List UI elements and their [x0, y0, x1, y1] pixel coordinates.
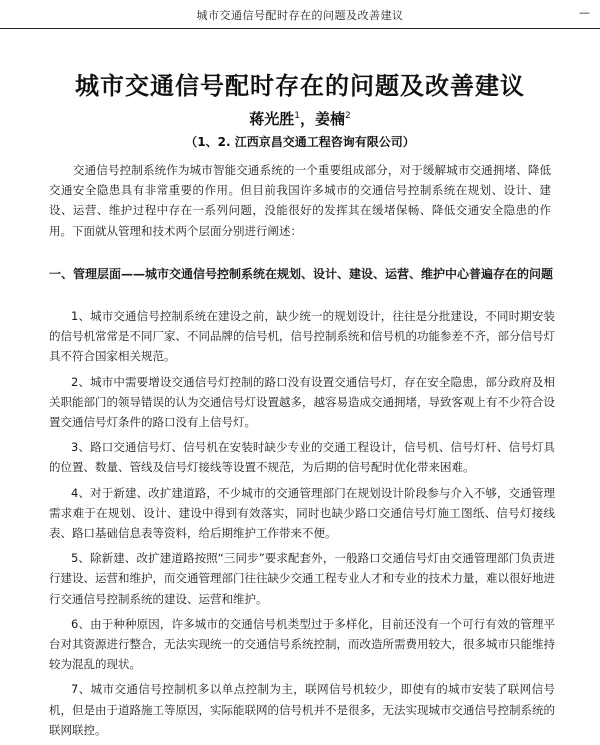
list-item: 7、城市交通信号控制机多以单点控制为主，联网信号机较少，即使有的城市安装了联网信号机，但是由于道路施工等原因，实际能联网的信号机并不是很多，无法实现城市交通信号控制系统的联网联控。 — [49, 682, 555, 737]
affiliation: （1、2. 江西京昌交通工程咨询有限公司） — [185, 135, 415, 149]
author-separator: ， — [299, 110, 315, 128]
paper-title: 城市交通信号配时存在的问题及改善建议 — [75, 71, 525, 100]
list-item: 2、城市中需要增设交通信号灯控制的路口没有设置交通信号灯，存在安全隐患，部分政府及相关职能部门的领导错误的认为交通信号灯设置越多，越容易造成交通拥堵，导致客观上有不少符合设置交通信号灯条件的路口没有上信号灯。 — [49, 374, 555, 430]
section-body — [49, 306, 555, 745]
list-item: 6、由于种种原因，许多城市的交通信号机类型过于多样化，目前还没有一个可行有效的管理平台对其资源进行整合，无法实现统一的交通信号系统控制，而改造所需费用较大，很多城市只能维持较为混乱的现状。 — [49, 616, 555, 672]
author-2-affil-mark: 2 — [345, 111, 351, 121]
author-1-affil-mark: 1 — [294, 111, 300, 121]
authors-line — [0, 108, 600, 129]
header-mark: — — [579, 6, 590, 19]
intro-paragraph: 交通信号控制系统作为城市智能交通系统的一个重要组成部分，对于缓解城市交通拥堵、降低交通安全隐患具有非常重要的作用。但目前我国许多城市的交通信号控制系统在规划、设计、建设、运营、维护过程中存在一系列问题，没能很好的发挥其在缓堵保畅、降低交通安全隐患的作用。下面就从管理和技术两个层面分别进行阐述： — [49, 163, 551, 238]
list-item: 4、对于新建、改扩建道路，不少城市的交通管理部门在规划设计阶段参与介入不够，交通管理需求难于在规划、设计、建设中得到有效落实，同时也缺少路口交通信号灯施工图纸、信号灯接线表、路口基础信息表等资料，给后期维护工作带来不便。 — [49, 485, 555, 541]
section-heading: 一、管理层面——城市交通信号控制系统在规划、设计、建设、运营、维护中心普遍存在的问题 — [49, 267, 554, 281]
author-2: 姜楠 — [315, 110, 346, 128]
running-header — [0, 0, 600, 29]
list-item: 3、路口交通信号灯、信号机在安装时缺少专业的交通工程设计，信号机、信号灯杆、信号灯具的位置、数量、管线及信号灯接线等设置不规范，为后期的信号配时优化带来困难。 — [49, 440, 555, 475]
author-1: 蒋光胜 — [249, 110, 295, 128]
running-title: 城市交通信号配时存在的问题及改善建议 — [196, 9, 404, 22]
list-item: 5、除新建、改扩建道路按照“三同步”要求配套外，一般路口交通信号灯由交通管理部门负责进行建设、运营和维护，而交通管理部门往往缺少交通工程专业人才和专业的技术力量，难以很好地进行交通信号控制系统的建设、运营和维护。 — [49, 551, 555, 606]
list-item: 1、城市交通信号控制系统在建设之前，缺少统一的规划设计，往往是分批建设，不同时期安装的信号机常常是不同厂家、不同品牌的信号机，信号控制系统和信号机的功能参差不齐，部分信号灯具不符合国家相关规范。 — [49, 309, 555, 364]
